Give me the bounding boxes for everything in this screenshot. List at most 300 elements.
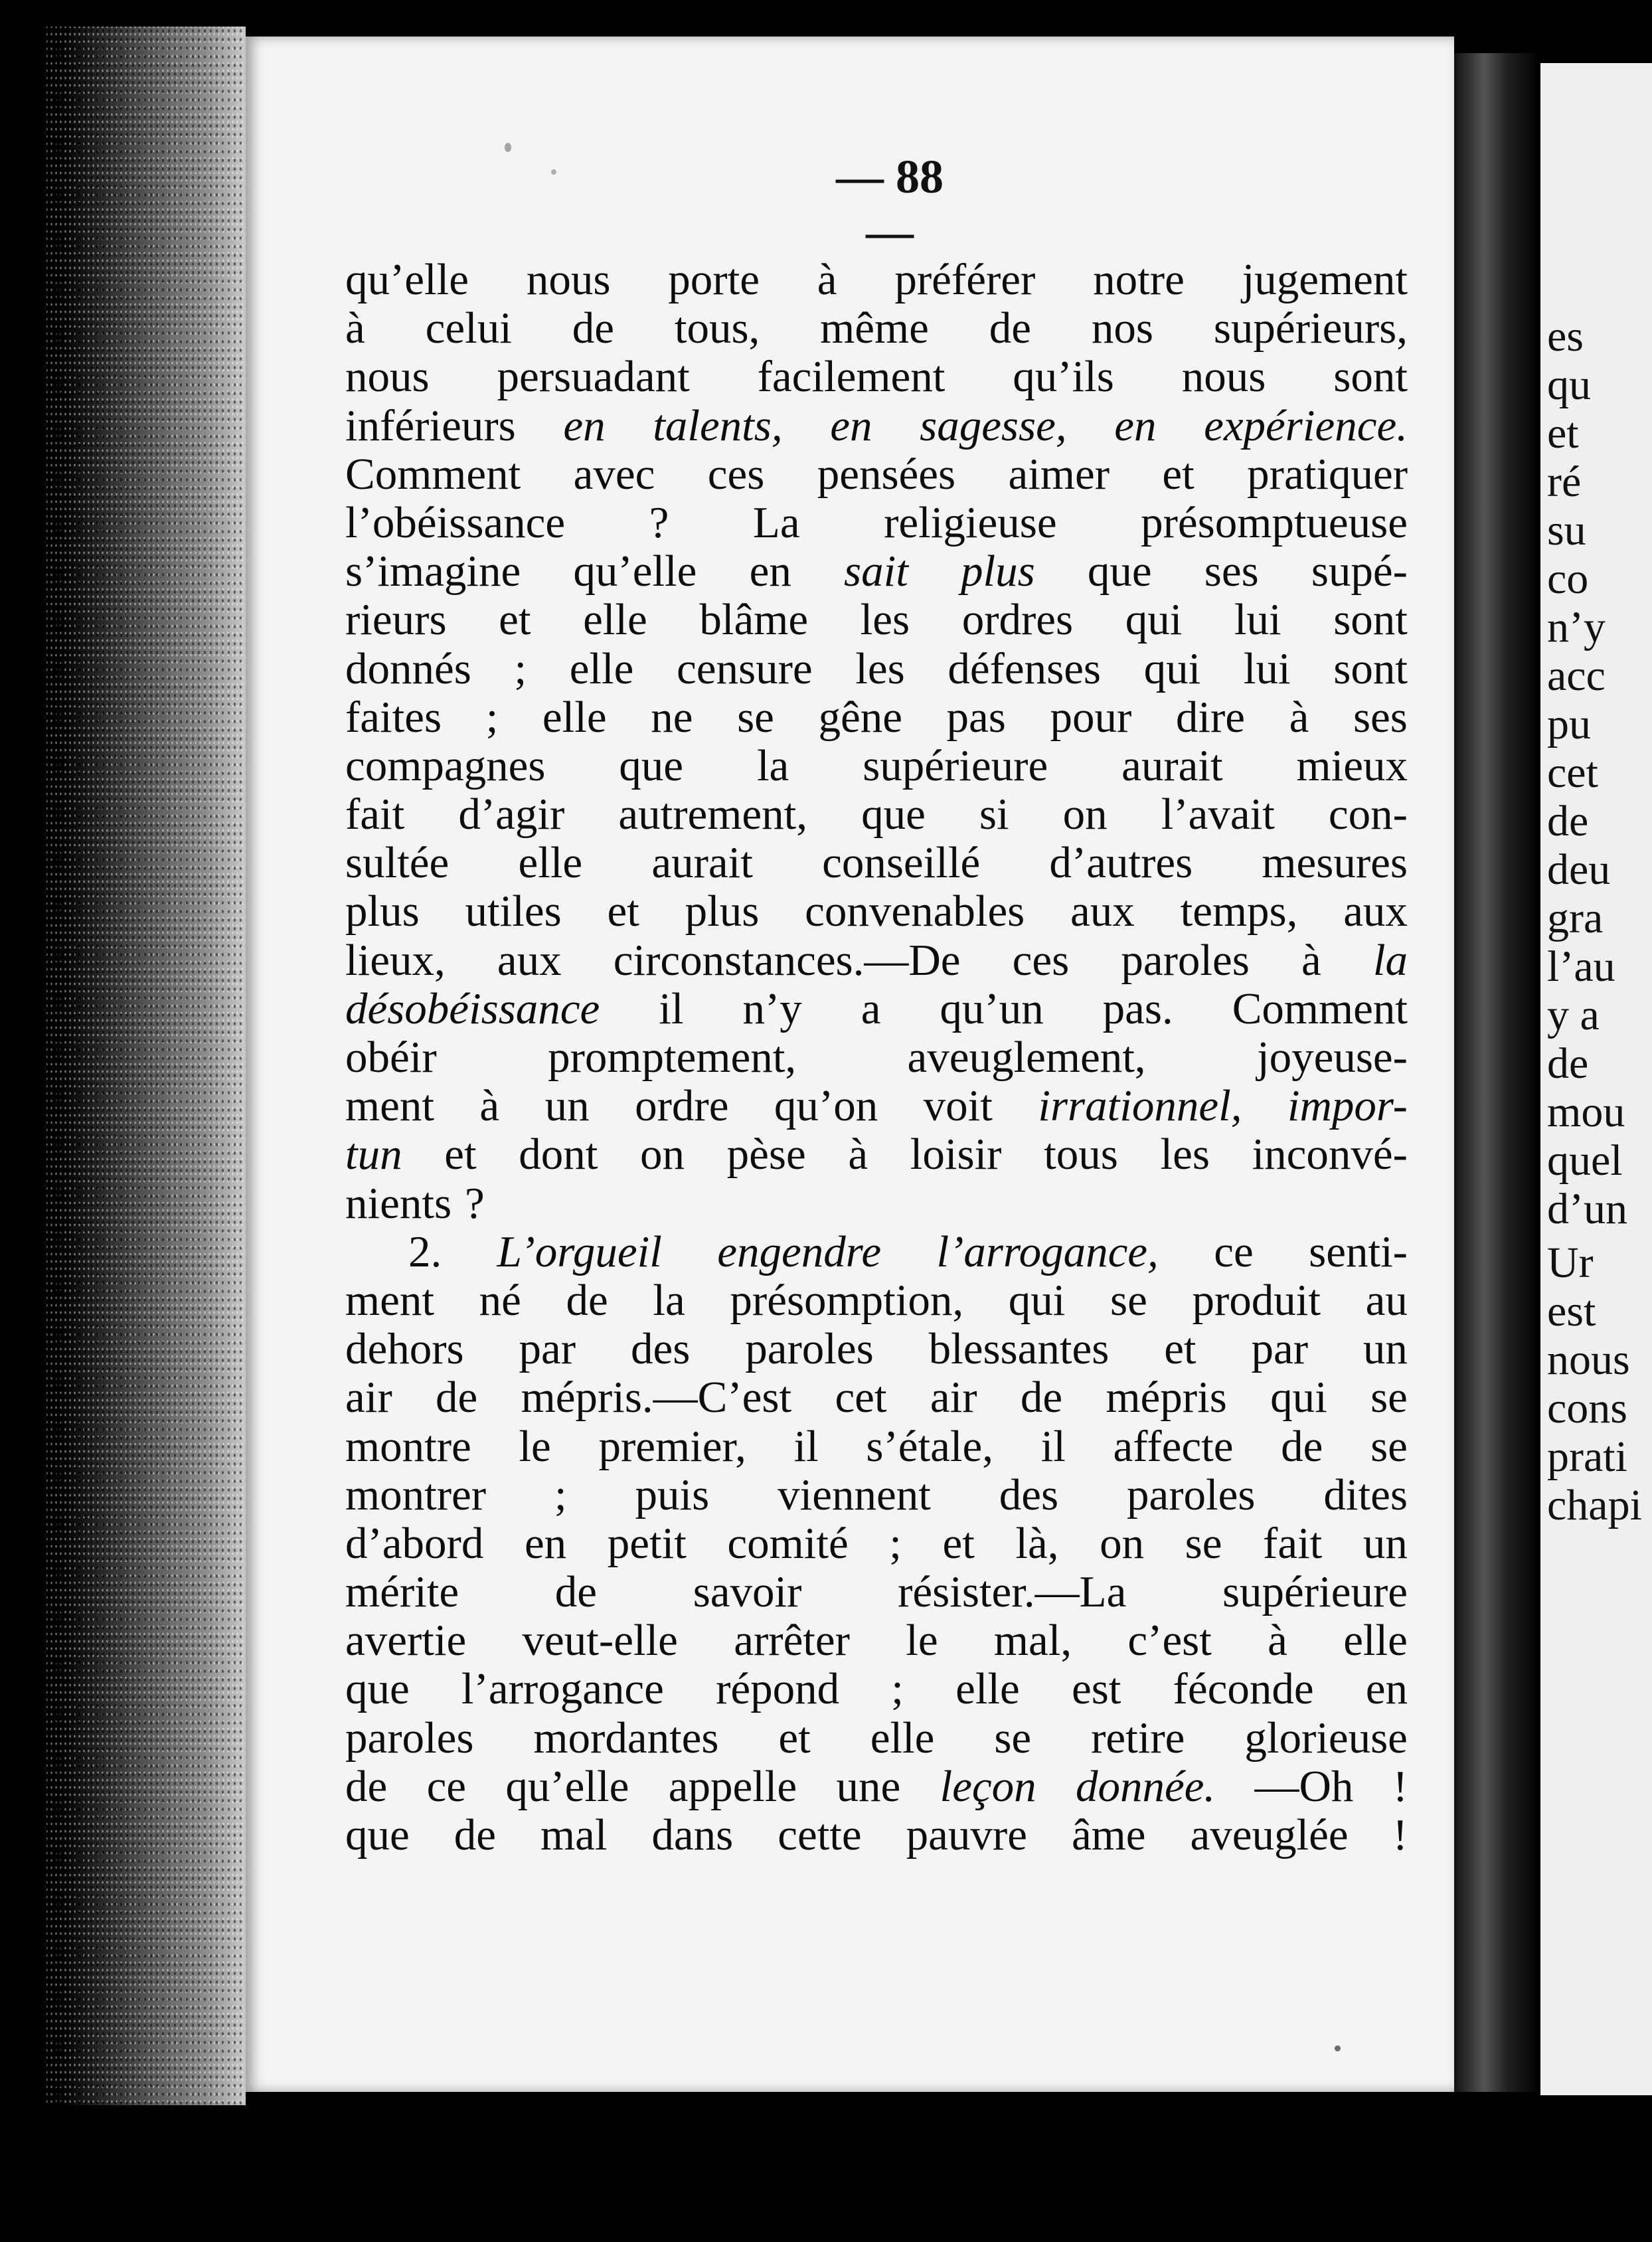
word: un [544,1081,590,1131]
word: elle [569,644,634,693]
word: 2. [408,1227,442,1276]
word: talents, [653,400,783,450]
word: en [1365,1664,1408,1714]
word: sont [1333,644,1408,693]
word: en [1114,400,1157,450]
word: convenables [805,887,1025,936]
facing-line: quel [1547,1136,1623,1185]
word: air [930,1373,977,1423]
facing-line: chapi [1547,1481,1642,1529]
word: présomption, [730,1275,964,1325]
word: utiles [465,887,562,936]
word: arrêter [734,1616,850,1666]
word: paroles [1121,935,1250,985]
word: on [640,1130,685,1179]
word: impor- [1287,1081,1408,1131]
word: aurait [1121,740,1223,790]
word: d’abord [345,1518,484,1568]
word: répond [716,1664,840,1714]
word: ordres [961,595,1074,645]
word: veut-elle [522,1616,678,1666]
word: elle [542,692,607,742]
word: mérite [345,1567,459,1617]
word: en [563,400,606,450]
word: elle [1343,1616,1408,1666]
facing-line: gra [1547,894,1604,942]
word: se [1110,1275,1147,1325]
text-line [345,1373,1408,1422]
word: qui [1008,1275,1066,1325]
word: tous, [674,303,760,353]
word: de [566,1275,608,1325]
facing-line: y a [1547,991,1600,1039]
word: se [737,692,774,742]
word: plus [685,887,760,936]
word: qu’on [774,1081,878,1131]
word: sont [1333,352,1408,402]
word: qui [1270,1373,1327,1423]
word: supérieurs, [1213,303,1408,353]
word: savoir [693,1567,802,1617]
word: pratiquer [1247,449,1408,499]
word: paroles [1126,1470,1256,1519]
word: compagnes [345,740,546,790]
facing-line: et [1547,409,1579,458]
text-line [345,256,1408,304]
word: irrationnel, [1038,1081,1242,1131]
word: et [607,887,639,936]
word: supérieure [1222,1567,1408,1617]
word: à [1301,935,1321,985]
word: qui [1143,644,1201,693]
text-line [345,1568,1408,1616]
word: celui [425,303,512,353]
word: tous [1044,1130,1118,1179]
word: les [1160,1130,1210,1179]
word: promptement, [548,1033,797,1082]
word: air [345,1373,392,1423]
word: inférieurs [345,400,516,450]
facing-line: Ur [1547,1239,1594,1287]
word: dire [1175,692,1246,742]
word: d’agir [458,790,565,839]
word: autrement, [618,790,808,839]
text-line [345,499,1408,547]
word: pour [1050,692,1132,742]
word: censure [677,644,813,693]
word: on [1062,790,1108,839]
facing-line: l’au [1547,942,1615,991]
word: qui [1125,595,1183,645]
facing-line: n’y [1547,603,1606,651]
word: présomptueuse [1141,497,1408,547]
word: comité [727,1518,849,1568]
word: produit [1192,1275,1321,1325]
word: viennent [778,1470,931,1519]
word: montrer [345,1470,487,1519]
word: plus [345,887,420,936]
text-line [345,742,1408,790]
word: ordre [635,1081,729,1131]
text-line [345,304,1408,353]
word: mal [540,1810,608,1859]
word: donnés [345,644,471,693]
word: en [524,1518,567,1568]
word: elle [955,1664,1020,1714]
word: circonstances.—De [613,935,961,985]
word: ; [514,644,527,693]
word: ? [465,1178,485,1228]
word: avec [573,449,655,499]
book-spine [46,27,246,2105]
word: même [820,303,929,353]
word: il [793,1421,819,1471]
word: plus [961,547,1035,596]
word: aveuglement, [907,1033,1146,1082]
facing-line: cons [1547,1384,1627,1432]
word: joyeuse- [1256,1033,1408,1082]
word: blâme [699,595,809,645]
word: en [749,547,791,596]
text-line [345,1471,1408,1519]
word: ; [889,1518,902,1568]
word: est [1071,1664,1121,1714]
word: porte [668,255,760,304]
facing-line: co [1547,555,1589,603]
book-gutter [1454,53,1540,2092]
word: ces [707,449,765,499]
text-line [345,1033,1408,1082]
word: à [1289,692,1309,742]
word: les [855,644,905,693]
word: qu’elle [345,255,469,304]
word: que [345,1810,410,1859]
text-line [345,1130,1408,1179]
word: aux [497,935,562,985]
word: l’arrogance [461,1664,664,1714]
word: jugement [1242,255,1408,304]
facing-line: qu [1547,361,1591,409]
word: Comment [1232,984,1408,1033]
word: le [906,1616,938,1666]
word: tun [345,1130,402,1179]
word: fait [345,790,405,839]
word: temps, [1180,887,1298,936]
word: si [979,790,1009,839]
word: qu’elle [573,547,697,596]
word: l’arrogance, [936,1227,1159,1276]
word: et [778,1713,811,1763]
word: expérience. [1204,400,1408,450]
facing-line: acc [1547,651,1606,700]
word: en [830,400,872,450]
word: désobéissance [345,984,600,1033]
word: l’obéissance [345,497,566,547]
word: à [848,1130,868,1179]
word: obéir [345,1033,437,1082]
page-text [345,256,1408,1859]
word: s’imagine [345,547,521,596]
word: mordantes [533,1713,719,1763]
page-speck [551,169,556,175]
word: l’avait [1161,790,1275,839]
word: à [817,255,837,304]
word: religieuse [884,497,1057,547]
word: ce [1214,1227,1254,1276]
word: engendre [717,1227,882,1276]
word: préférer [894,255,1036,304]
word: dehors [345,1324,464,1374]
facing-page-text [1547,312,1652,1529]
text-line [345,1228,1408,1276]
facing-line: est [1547,1287,1596,1336]
word: cet [835,1373,887,1423]
page-speck [1335,2045,1341,2051]
word: donnée. [1075,1761,1216,1811]
text-line [345,547,1408,596]
facing-line: de [1547,1039,1589,1088]
word: qu’ils [1013,352,1114,402]
word: se [1185,1518,1222,1568]
word: mal, [993,1616,1072,1666]
word: que [345,1664,410,1714]
word: des [999,1470,1059,1519]
word: et [444,1130,477,1179]
word: il [1040,1421,1066,1471]
word: lui [1243,644,1291,693]
word: on [1100,1518,1145,1568]
text-line [345,1179,1408,1228]
word: nous [1181,352,1266,402]
word: de [454,1810,496,1859]
text-line [345,1423,1408,1471]
word: se [1370,1373,1408,1423]
word: la [1372,935,1408,985]
word: dites [1323,1470,1408,1519]
word: c’est [1127,1616,1212,1666]
word: de [345,1761,388,1811]
word: mépris.—C’est [521,1373,792,1423]
word: leçon [940,1761,1036,1811]
word: qu’elle [505,1761,629,1811]
word: petit [607,1518,687,1568]
word: nos [1091,303,1153,353]
text-line [345,985,1408,1033]
text-line [345,839,1408,887]
word: sagesse, [920,400,1067,450]
facing-line: deu [1547,845,1611,894]
word: ment [345,1275,434,1325]
word: cette [778,1810,862,1859]
word: et [1164,1324,1197,1374]
word: pas [946,692,1006,742]
word: nous [345,352,430,402]
facing-line: nous [1547,1336,1630,1384]
word: sont [1333,595,1408,645]
word: facilement [757,352,946,402]
word: conseillé [822,838,981,888]
word: n’y [742,984,802,1033]
word: L’orgueil [497,1227,662,1276]
page-number: — 88 — [836,150,944,258]
word: ; [891,1664,904,1714]
word: elle [870,1713,935,1763]
word: féconde [1173,1664,1314,1714]
word: à [479,1081,500,1131]
text-line [345,1665,1408,1713]
word: aux [1343,887,1408,936]
word: ce [426,1761,467,1811]
word: elle [518,838,583,888]
word: a [861,984,881,1033]
word: mesures [1262,838,1408,888]
word: un [1363,1324,1408,1374]
word: la [653,1275,685,1325]
word: résister.—La [898,1567,1127,1617]
word: gêne [818,692,902,742]
word: senti- [1309,1227,1408,1276]
word: là, [1015,1518,1059,1568]
text-line [345,936,1408,985]
word: défenses [948,644,1102,693]
word: le [519,1421,551,1471]
facing-line: prati [1547,1432,1627,1481]
word: aux [1070,887,1135,936]
word: pensées [817,449,956,499]
word: appelle [668,1761,797,1811]
word: affecte [1113,1421,1234,1471]
word: né [479,1275,521,1325]
word: avertie [345,1616,467,1666]
word: supé- [1311,547,1408,596]
word: ! [1392,1761,1408,1811]
word: ment [345,1081,434,1131]
word: d’autres [1049,838,1193,888]
facing-line: mou [1547,1088,1625,1136]
text-line [345,596,1408,644]
word: sultée [345,838,450,888]
word: con- [1328,790,1408,839]
page-speck [505,143,511,152]
word: qu’un [940,984,1044,1033]
word: voit [923,1081,993,1131]
word: la [756,740,789,790]
text-line [345,402,1408,450]
word: de [1281,1421,1323,1471]
text-line [345,1519,1408,1568]
word: au [1365,1275,1408,1325]
text-line [345,790,1408,839]
text-line [345,353,1408,401]
word: montre [345,1421,471,1471]
word: pèse [726,1130,806,1179]
facing-line: de [1547,797,1589,845]
word: persuadant [497,352,690,402]
word: blessantes [928,1324,1110,1374]
word: ne [651,692,693,742]
word: aimer [1008,449,1110,499]
facing-line: ré [1547,458,1582,506]
word: de [572,303,614,353]
word: et [1162,449,1195,499]
word: ? [649,497,669,547]
facing-line: es [1547,312,1584,361]
text-line [345,1714,1408,1763]
word: s’étale, [866,1421,993,1471]
word: une [836,1761,901,1811]
text-line [345,1325,1408,1373]
word: ; [554,1470,567,1519]
facing-line: d’un [1547,1185,1627,1233]
word: aveuglée [1190,1810,1349,1859]
text-line [345,1082,1408,1130]
text-line [345,1811,1408,1859]
word: ; [485,692,499,742]
word: ses [1353,692,1408,742]
text-line [345,1763,1408,1811]
word: âme [1071,1810,1146,1859]
word: de [989,303,1032,353]
word: par [1251,1324,1309,1374]
word: de [554,1567,598,1617]
word: pas. [1102,984,1173,1033]
word: se [994,1713,1032,1763]
word: premier, [598,1421,746,1471]
word: fait [1263,1518,1323,1568]
word: notre [1093,255,1185,304]
word: et [942,1518,975,1568]
word: retire [1091,1713,1185,1763]
word: des [631,1324,691,1374]
word: lui [1234,595,1281,645]
word: dont [519,1130,598,1179]
text-line [345,1616,1408,1665]
word: nients [345,1178,452,1228]
text-line [345,450,1408,499]
word: supérieure [863,740,1048,790]
word: et [499,595,531,645]
text-line [345,693,1408,742]
facing-line: pu [1547,700,1591,748]
word: aurait [651,838,753,888]
text-line [345,887,1408,936]
text-line [345,1276,1408,1325]
word: se [1370,1421,1408,1471]
word: Comment [345,449,521,499]
word: ses [1204,547,1259,596]
word: pauvre [906,1810,1027,1859]
word: par [519,1324,576,1374]
word: les [860,595,910,645]
word: inconvé- [1252,1130,1408,1179]
word: faites [345,692,442,742]
word: mépris [1106,1373,1227,1423]
word: dans [651,1810,734,1859]
word: un [1363,1518,1408,1568]
word: loisir [910,1130,1002,1179]
word: puis [635,1470,710,1519]
text-line [345,645,1408,693]
word: nous [526,255,611,304]
word: paroles [745,1324,874,1374]
word: sait [844,547,908,596]
word: paroles [345,1713,474,1763]
word: mieux [1296,740,1408,790]
word: que [1087,547,1152,596]
word: —Oh [1254,1761,1354,1811]
word: de [436,1373,478,1423]
facing-line: su [1547,506,1586,555]
